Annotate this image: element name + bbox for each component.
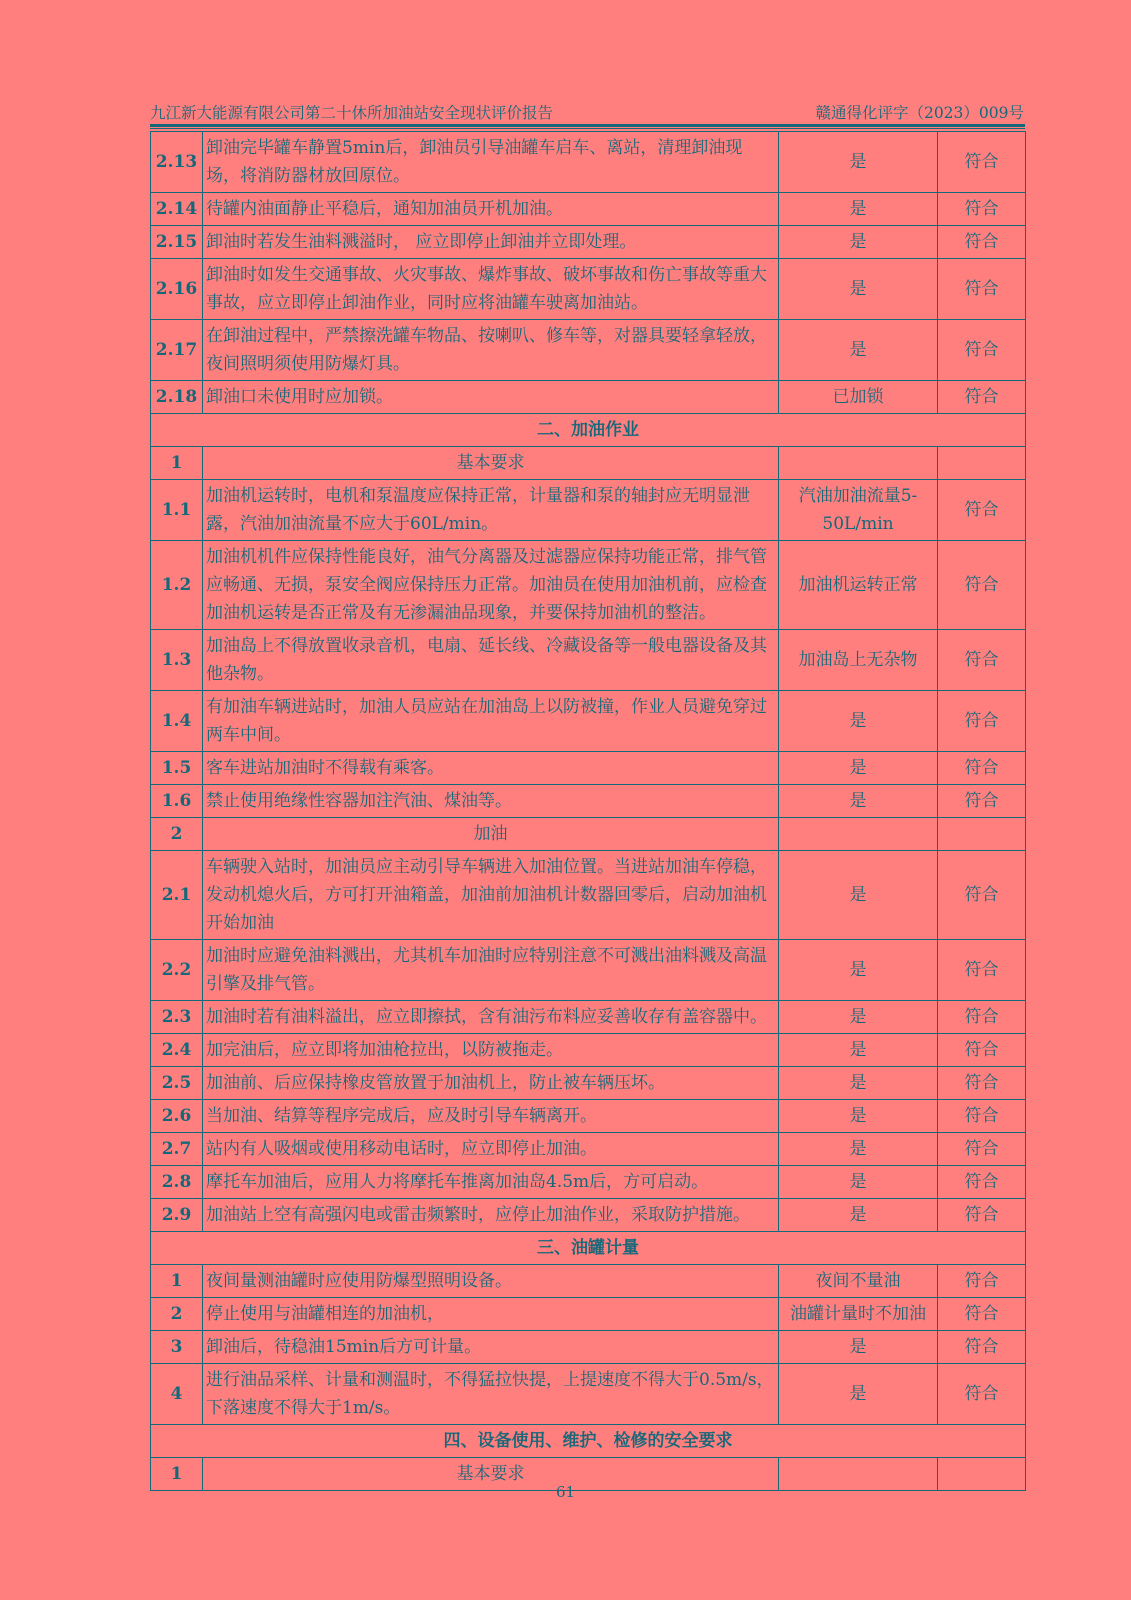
check-result: 是	[779, 1133, 938, 1166]
item-number: 2.16	[151, 259, 203, 320]
requirement-text: 加油机运转时，电机和泵温度应保持正常，计量器和泵的轴封应无明显泄露，汽油加油流量不应大于60L/min。	[203, 480, 779, 541]
item-number: 1.2	[151, 541, 203, 630]
item-number: 1.1	[151, 480, 203, 541]
item-number: 3	[151, 1331, 203, 1364]
requirement-text: 卸油时若发生油料溅溢时， 应立即停止卸油并立即处理。	[203, 226, 779, 259]
requirement-text: 夜间量测油罐时应使用防爆型照明设备。	[203, 1265, 779, 1298]
table-row	[151, 630, 1026, 691]
table-row	[151, 785, 1026, 818]
requirement-text: 加油前、后应保持橡皮管放置于加油机上，防止被车辆压坏。	[203, 1067, 779, 1100]
conclusion: 符合	[938, 1265, 1026, 1298]
table-row	[151, 259, 1026, 320]
item-number: 2	[151, 1298, 203, 1331]
requirement-text: 卸油完毕罐车静置5min后，卸油员引导油罐车启车、离站，清理卸油现场，将消防器材放回原位。	[203, 132, 779, 193]
requirement-text: 加油时若有油料溢出，应立即擦拭，含有油污布料应妥善收存有盖容器中。	[203, 1001, 779, 1034]
item-number: 1.3	[151, 630, 203, 691]
item-number: 1.5	[151, 752, 203, 785]
item-number: 1.4	[151, 691, 203, 752]
header-rule-thin	[150, 128, 1025, 129]
check-result: 是	[779, 1034, 938, 1067]
item-number: 4	[151, 1364, 203, 1425]
section-title: 二、加油作业	[151, 414, 1026, 447]
result-cell	[779, 447, 938, 480]
item-number: 2.7	[151, 1133, 203, 1166]
header-rule	[150, 124, 1025, 127]
requirement-text: 有加油车辆进站时，加油人员应站在加油岛上以防被撞，作业人员避免穿过两车中间。	[203, 691, 779, 752]
requirement-text: 加完油后，应立即将加油枪拉出，以防被拖走。	[203, 1034, 779, 1067]
table-row	[151, 1133, 1026, 1166]
check-result: 是	[779, 851, 938, 940]
item-number: 2.1	[151, 851, 203, 940]
requirement-text: 卸油口未使用时应加锁。	[203, 381, 779, 414]
item-number: 2.14	[151, 193, 203, 226]
conclusion-cell	[938, 818, 1026, 851]
check-result: 是	[779, 1331, 938, 1364]
table-row	[151, 1199, 1026, 1232]
conclusion: 符合	[938, 1166, 1026, 1199]
requirement-text: 加油机机件应保持性能良好，油气分离器及过滤器应保持功能正常，排气管应畅通、无损，泵安全阀应保持压力正常。加油员在使用加油机前，应检查加油机运转是否正常及有无渗漏油品现象，并要保持加油机的整洁。	[203, 541, 779, 630]
checklist-table	[150, 131, 1026, 1491]
item-number: 2.8	[151, 1166, 203, 1199]
requirement-text: 加油站上空有高强闪电或雷击频繁时，应停止加油作业，采取防护措施。	[203, 1199, 779, 1232]
table-row	[151, 1001, 1026, 1034]
subsection-title: 基本要求	[203, 447, 779, 480]
item-number: 2.3	[151, 1001, 203, 1034]
check-result: 油罐计量时不加油	[779, 1298, 938, 1331]
table-row	[151, 226, 1026, 259]
conclusion: 符合	[938, 193, 1026, 226]
conclusion-cell	[938, 447, 1026, 480]
requirement-text: 在卸油过程中，严禁擦洗罐车物品、按喇叭、修车等，对器具要轻拿轻放，夜间照明须使用防爆灯具。	[203, 320, 779, 381]
check-result: 是	[779, 691, 938, 752]
check-result: 是	[779, 226, 938, 259]
requirement-text: 客车进站加油时不得载有乘客。	[203, 752, 779, 785]
item-number: 1.6	[151, 785, 203, 818]
subsection-title: 加油	[203, 818, 779, 851]
requirement-text: 摩托车加油后，应用人力将摩托车推离加油岛4.5m后，方可启动。	[203, 1166, 779, 1199]
requirement-text: 当加油、结算等程序完成后，应及时引导车辆离开。	[203, 1100, 779, 1133]
check-result: 是	[779, 1199, 938, 1232]
table-row	[151, 193, 1026, 226]
table-row	[151, 1298, 1026, 1331]
section-row	[151, 1425, 1026, 1458]
check-result: 是	[779, 1364, 938, 1425]
conclusion: 符合	[938, 480, 1026, 541]
conclusion: 符合	[938, 226, 1026, 259]
conclusion: 符合	[938, 1331, 1026, 1364]
table-row	[151, 940, 1026, 1001]
check-result: 已加锁	[779, 381, 938, 414]
conclusion: 符合	[938, 1199, 1026, 1232]
page-number: 61	[555, 1483, 576, 1501]
header-report-number: 赣通得化评字（2023）009号	[815, 104, 1024, 122]
check-result: 是	[779, 785, 938, 818]
table-row	[151, 1364, 1026, 1425]
conclusion: 符合	[938, 691, 1026, 752]
conclusion: 符合	[938, 851, 1026, 940]
conclusion: 符合	[938, 320, 1026, 381]
table-row	[151, 320, 1026, 381]
requirement-text: 卸油后，待稳油15min后方可计量。	[203, 1331, 779, 1364]
requirement-text: 禁止使用绝缘性容器加注汽油、煤油等。	[203, 785, 779, 818]
item-number: 2.6	[151, 1100, 203, 1133]
item-number: 2.15	[151, 226, 203, 259]
conclusion: 符合	[938, 1298, 1026, 1331]
check-result: 是	[779, 193, 938, 226]
check-result: 是	[779, 259, 938, 320]
section-row	[151, 414, 1026, 447]
check-result: 夜间不量油	[779, 1265, 938, 1298]
check-result: 是	[779, 1100, 938, 1133]
check-result: 是	[779, 752, 938, 785]
check-result: 是	[779, 940, 938, 1001]
conclusion: 符合	[938, 1364, 1026, 1425]
result-cell	[779, 818, 938, 851]
check-result: 是	[779, 320, 938, 381]
table-row	[151, 541, 1026, 630]
item-number: 2.13	[151, 132, 203, 193]
table-row	[151, 851, 1026, 940]
table-row	[151, 381, 1026, 414]
item-number: 2.9	[151, 1199, 203, 1232]
check-result: 是	[779, 132, 938, 193]
item-number: 1	[151, 1265, 203, 1298]
check-result: 加油机运转正常	[779, 541, 938, 630]
subsection-row	[151, 818, 1026, 851]
table-row	[151, 1067, 1026, 1100]
item-number: 2.2	[151, 940, 203, 1001]
table-row	[151, 132, 1026, 193]
conclusion: 符合	[938, 541, 1026, 630]
requirement-text: 站内有人吸烟或使用移动电话时，应立即停止加油。	[203, 1133, 779, 1166]
conclusion: 符合	[938, 1001, 1026, 1034]
conclusion: 符合	[938, 785, 1026, 818]
requirement-text: 加油岛上不得放置收录音机，电扇、延长线、冷藏设备等一般电器设备及其他杂物。	[203, 630, 779, 691]
check-result: 汽油加油流量5-50L/min	[779, 480, 938, 541]
conclusion: 符合	[938, 259, 1026, 320]
item-number: 2.5	[151, 1067, 203, 1100]
conclusion: 符合	[938, 1100, 1026, 1133]
conclusion: 符合	[938, 381, 1026, 414]
conclusion: 符合	[938, 1034, 1026, 1067]
header-report-title: 九江新大能源有限公司第二十休所加油站安全现状评价报告	[150, 104, 554, 122]
item-number: 2.18	[151, 381, 203, 414]
table-row	[151, 691, 1026, 752]
conclusion: 符合	[938, 752, 1026, 785]
conclusion: 符合	[938, 630, 1026, 691]
item-number: 1	[151, 1458, 203, 1491]
item-number: 1	[151, 447, 203, 480]
requirement-text: 卸油时如发生交通事故、火灾事故、爆炸事故、破坏事故和伤亡事故等重大事故，应立即停止卸油作业，同时应将油罐车驶离加油站。	[203, 259, 779, 320]
section-title: 三、油罐计量	[151, 1232, 1026, 1265]
item-number: 2.17	[151, 320, 203, 381]
requirement-text: 车辆驶入站时，加油员应主动引导车辆进入加油位置。当进站加油车停稳，发动机熄火后，方可打开油箱盖，加油前加油机计数器回零后，启动加油机开始加油	[203, 851, 779, 940]
check-result: 加油岛上无杂物	[779, 630, 938, 691]
check-result: 是	[779, 1067, 938, 1100]
item-number: 2	[151, 818, 203, 851]
requirement-text: 进行油品采样、计量和测温时，不得猛拉快提，上提速度不得大于0.5m/s，下落速度不得大于1m/s。	[203, 1364, 779, 1425]
table-row	[151, 1265, 1026, 1298]
section-title: 四、设备使用、维护、检修的安全要求	[151, 1425, 1026, 1458]
subsection-title: 基本要求	[203, 1458, 779, 1491]
conclusion: 符合	[938, 132, 1026, 193]
conclusion: 符合	[938, 1067, 1026, 1100]
conclusion: 符合	[938, 940, 1026, 1001]
requirement-text: 待罐内油面静止平稳后，通知加油员开机加油。	[203, 193, 779, 226]
item-number: 2.4	[151, 1034, 203, 1067]
table-row	[151, 1100, 1026, 1133]
section-row	[151, 1232, 1026, 1265]
table-row	[151, 1034, 1026, 1067]
conclusion: 符合	[938, 1133, 1026, 1166]
check-result: 是	[779, 1166, 938, 1199]
requirement-text: 停止使用与油罐相连的加油机，	[203, 1298, 779, 1331]
subsection-row	[151, 447, 1026, 480]
table-row	[151, 1166, 1026, 1199]
table-row	[151, 480, 1026, 541]
check-result: 是	[779, 1001, 938, 1034]
table-row	[151, 1331, 1026, 1364]
requirement-text: 加油时应避免油料溅出，尤其机车加油时应特别注意不可溅出油料溅及高温引擎及排气管。	[203, 940, 779, 1001]
table-row	[151, 752, 1026, 785]
